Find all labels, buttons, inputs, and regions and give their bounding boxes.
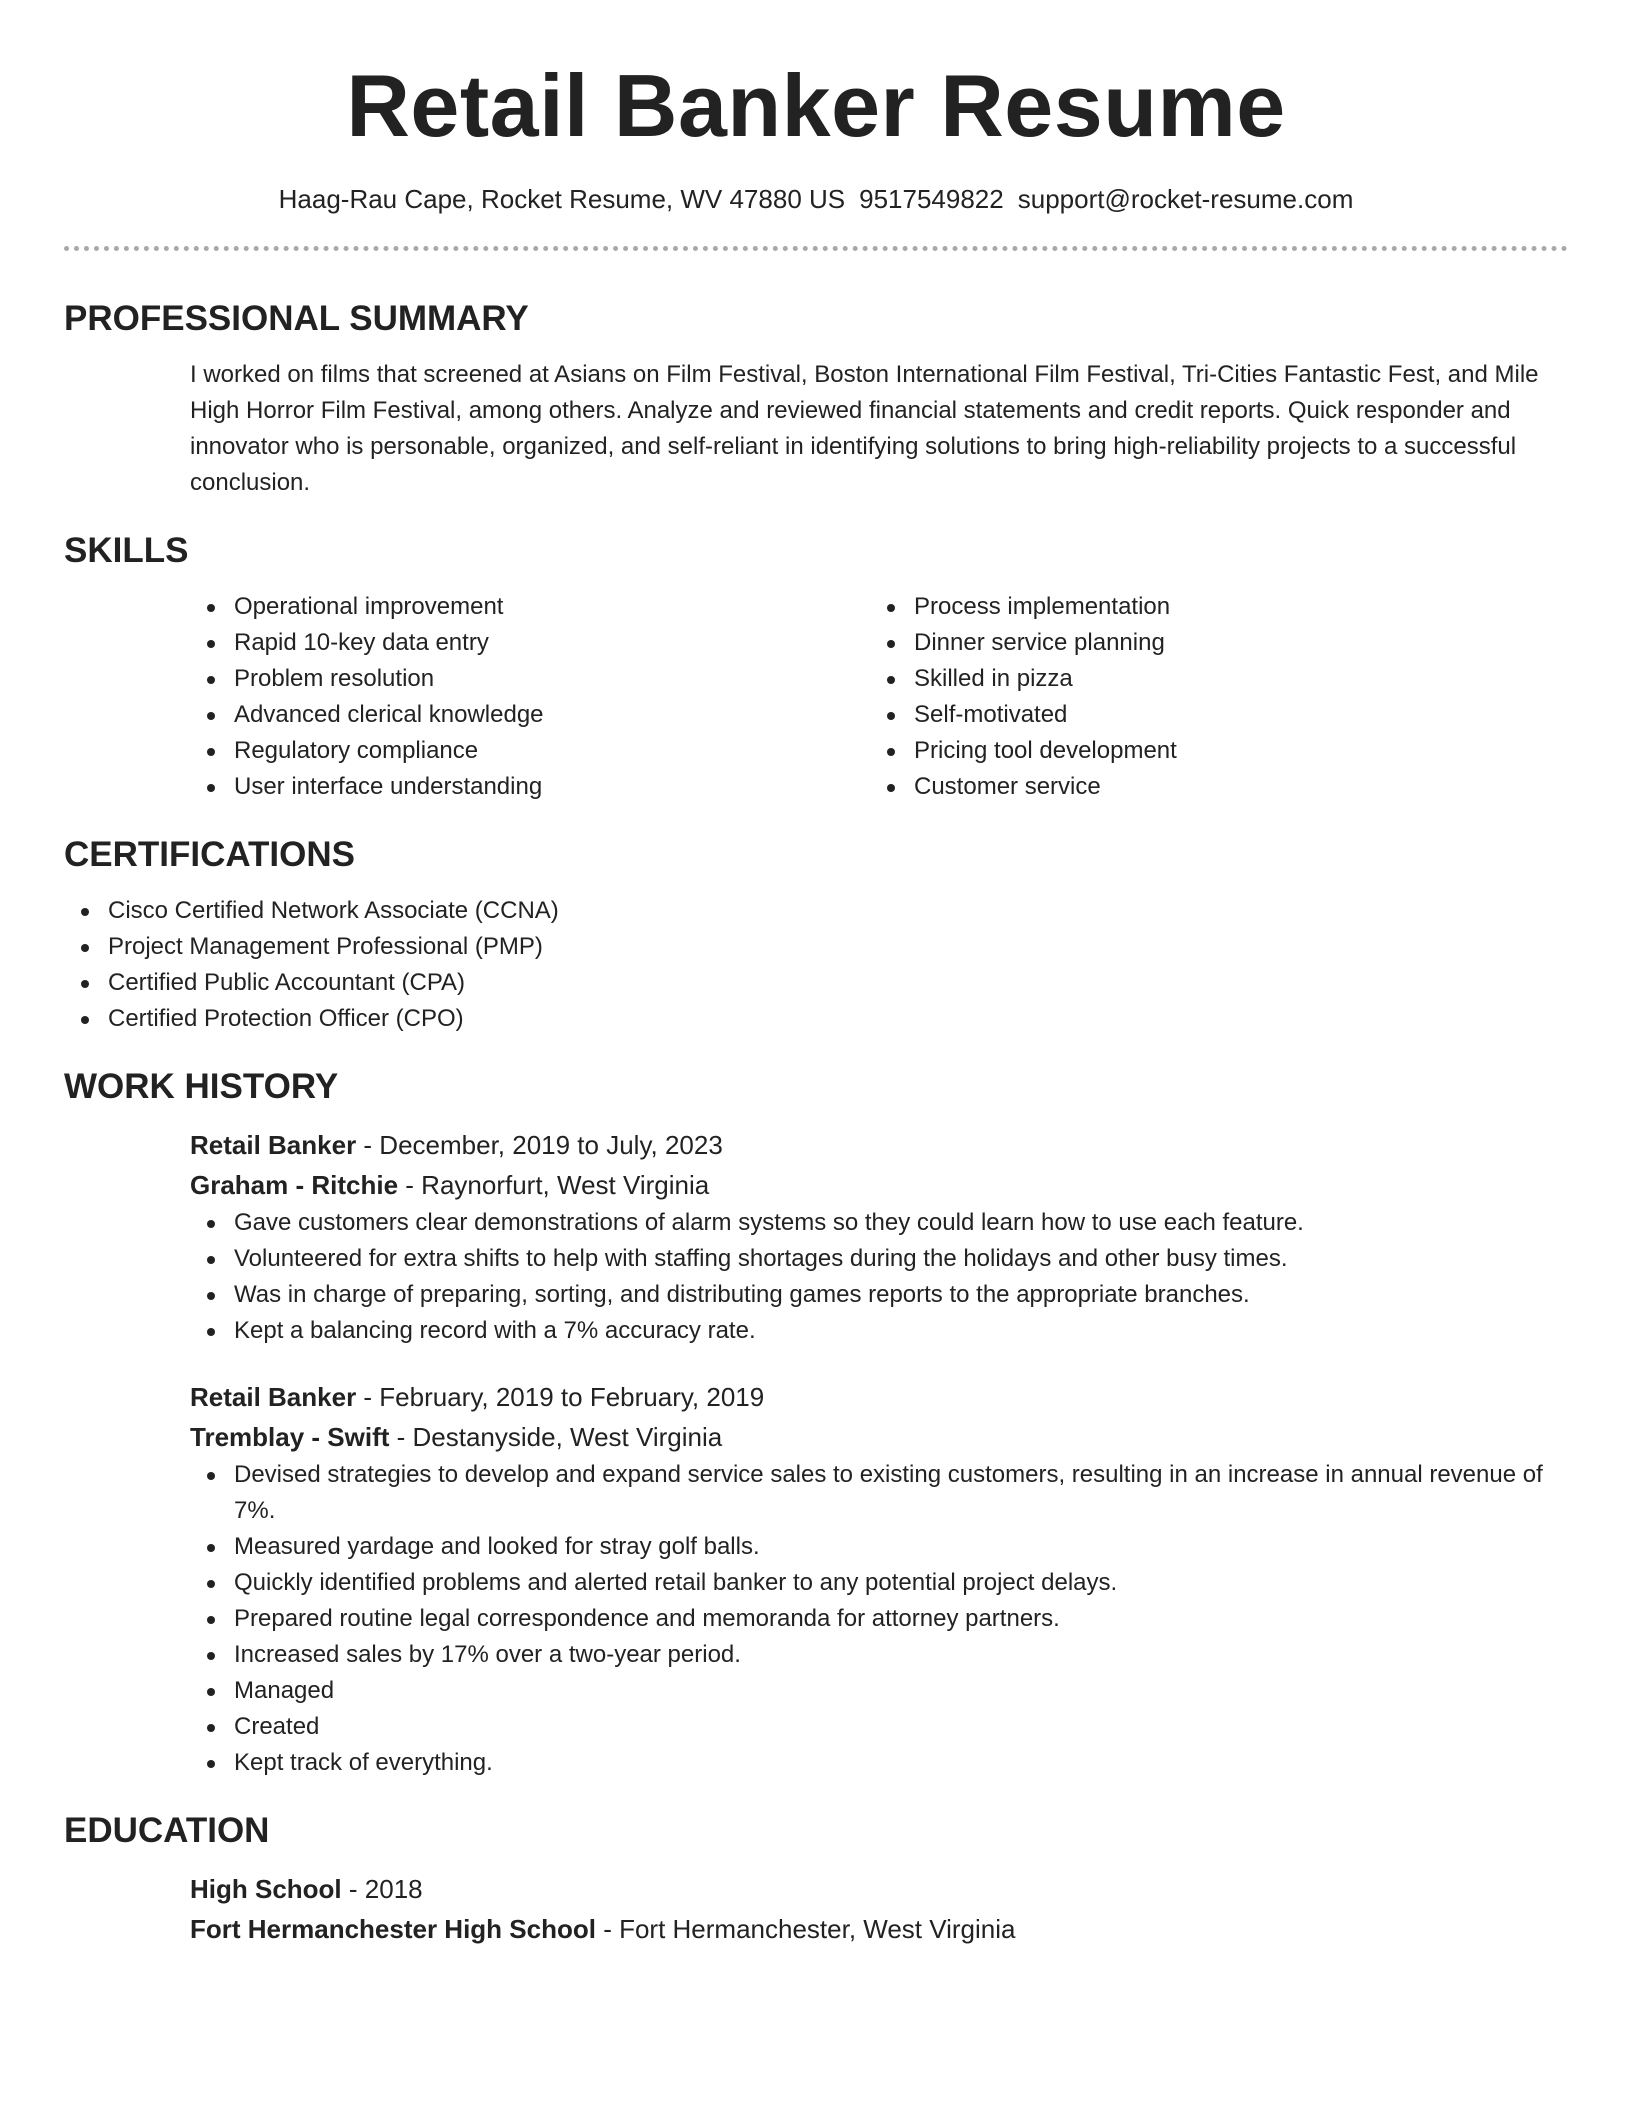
education-degree: High School [190,1874,342,1904]
skills-right-list [870,589,1550,805]
job-company: Tremblay - Swift [190,1422,390,1452]
resume-page [64,0,1568,1949]
list-item: Kept a balancing record with a 7% accuracy rate. [190,1313,1568,1349]
certifications-section [64,833,1568,1037]
contact-address: Haag-Rau Cape, Rocket Resume, WV 47880 US [278,184,846,214]
certifications-heading: CERTIFICATIONS [64,835,356,874]
skills-left-list [190,589,870,805]
list-item: Regulatory compliance [190,733,870,769]
list-item: Increased sales by 17% over a two-year period. [190,1637,1568,1673]
list-item: Self-motivated [870,697,1550,733]
job-company-line [190,1165,1568,1205]
job-title-line [190,1125,1568,1165]
job-entry [190,1377,1568,1781]
list-item: Managed [190,1673,1568,1709]
contact-email: support@rocket-resume.com [1017,184,1354,214]
list-item: Certified Protection Officer (CPO) [64,1001,1568,1037]
job-bullets [190,1457,1568,1781]
summary-text: I worked on films that screened at Asians on Film Festival, Boston International Film Festival, Tri-Cities Fantastic Fest, and Mile High Horror Film Festival, among others. Analyze and reviewed financial statements and credit reports. Quick responder and innovator who is personable, organized, and self-reliant in identifying solutions to bring high-reliability projects to a successful conclusion. [190,361,1539,496]
job-title: Retail Banker [190,1130,357,1160]
job-entry [190,1125,1568,1349]
list-item: Measured yardage and looked for stray golf balls. [190,1529,1568,1565]
list-item: Devised strategies to develop and expand service sales to existing customers, resulting in an increase in annual revenue of 7%. [190,1457,1568,1529]
job-dates: - February, 2019 to February, 2019 [356,1382,765,1412]
certifications-list [64,893,1568,1037]
list-item: Cisco Certified Network Associate (CCNA) [64,893,1568,929]
work-history-section [64,1065,1568,1781]
list-item: Was in charge of preparing, sorting, and distributing games reports to the appropriate branches. [190,1277,1568,1313]
skills-heading: SKILLS [64,531,189,570]
list-item: Prepared routine legal correspondence and memoranda for attorney partners. [190,1601,1568,1637]
education-school: Fort Hermanchester High School [190,1914,596,1944]
education-entry [190,1869,1568,1949]
job-title: Retail Banker [190,1382,357,1412]
list-item: Quickly identified problems and alerted retail banker to any potential project delays. [190,1565,1568,1601]
list-item: Kept track of everything. [190,1745,1568,1781]
contact-phone: 9517549822 [859,184,1004,214]
list-item: Rapid 10-key data entry [190,625,870,661]
skills-section [64,529,1568,805]
skills-grid [190,589,1568,805]
list-item: Advanced clerical knowledge [190,697,870,733]
list-item: Project Management Professional (PMP) [64,929,1568,965]
job-location: - Destanyside, West Virginia [389,1422,723,1452]
list-item: Process implementation [870,589,1550,625]
header-divider [64,246,1568,251]
job-bullets [190,1205,1568,1349]
summary-section [64,297,1568,501]
list-item: User interface understanding [190,769,870,805]
job-location: - Raynorfurt, West Virginia [398,1170,710,1200]
education-section [64,1809,1568,1949]
list-item: Dinner service planning [870,625,1550,661]
work-history-heading: WORK HISTORY [64,1067,339,1106]
education-school-line [190,1909,1568,1949]
resume-title: Retail Banker Resume [346,56,1286,155]
list-item: Pricing tool development [870,733,1550,769]
list-item: Problem resolution [190,661,870,697]
education-location: - Fort Hermanchester, West Virginia [595,1914,1016,1944]
job-title-line [190,1377,1568,1417]
list-item: Gave customers clear demonstrations of alarm systems so they could learn how to use each feature. [190,1205,1568,1241]
summary-heading: PROFESSIONAL SUMMARY [64,299,529,338]
job-company: Graham - Ritchie [190,1170,399,1200]
education-degree-line [190,1869,1568,1909]
education-heading: EDUCATION [64,1811,270,1850]
contact-line [64,182,1568,216]
job-company-line [190,1417,1568,1457]
list-item: Certified Public Accountant (CPA) [64,965,1568,1001]
list-item: Volunteered for extra shifts to help with staffing shortages during the holidays and other busy times. [190,1241,1568,1277]
job-dates: - December, 2019 to July, 2023 [356,1130,723,1160]
list-item: Created [190,1709,1568,1745]
list-item: Customer service [870,769,1550,805]
education-year: - 2018 [341,1874,423,1904]
list-item: Skilled in pizza [870,661,1550,697]
list-item: Operational improvement [190,589,870,625]
